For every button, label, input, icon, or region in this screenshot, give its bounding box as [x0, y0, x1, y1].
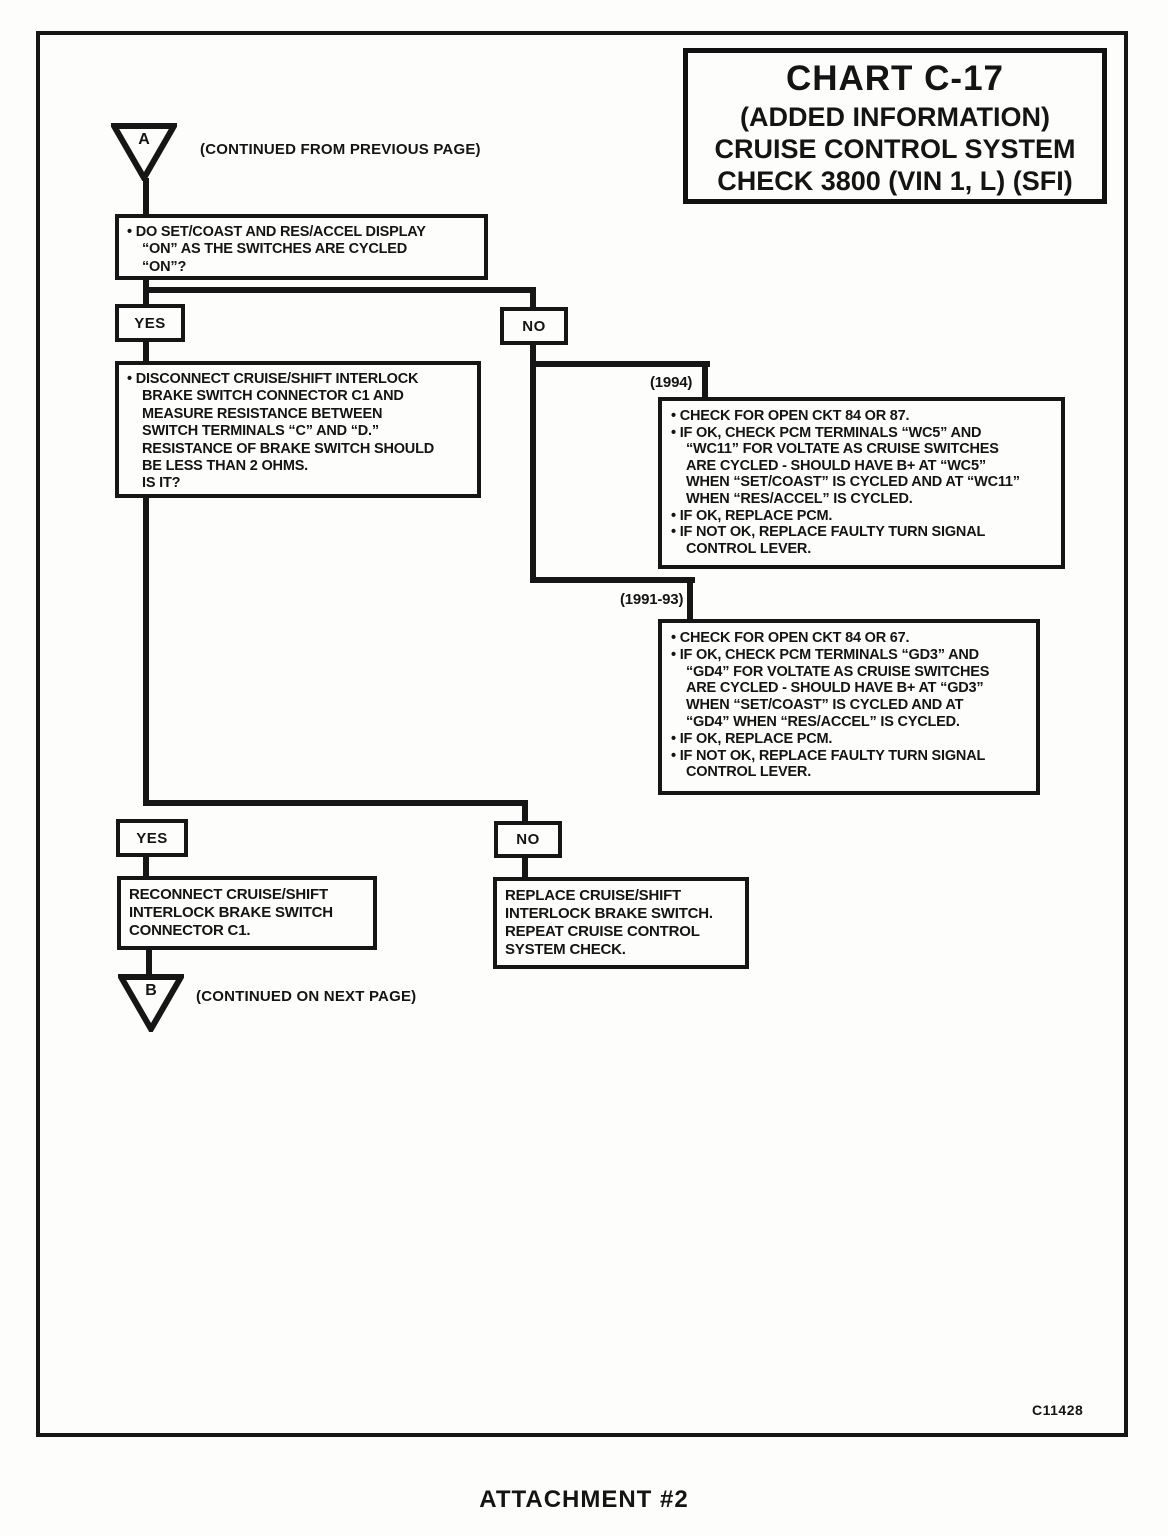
flow-line: [530, 361, 710, 367]
question-line: “ON”?: [142, 258, 187, 275]
action-box-reconnect: [117, 876, 377, 950]
action-line: MEASURE RESISTANCE BETWEEN: [142, 405, 383, 422]
action-box-disconnect-measure: [115, 361, 481, 498]
chart-title-line2: (ADDED INFORMATION): [740, 102, 1050, 132]
connector-b-caption: (CONTINUED ON NEXT PAGE): [196, 988, 417, 1005]
action-line: • IF OK, CHECK PCM TERMINALS “WC5” AND: [671, 424, 982, 441]
action-line: IS IT?: [142, 475, 181, 492]
connector-a-caption: (CONTINUED FROM PREVIOUS PAGE): [200, 141, 481, 158]
action-line: CONTROL LEVER.: [686, 540, 812, 557]
action-line: • CHECK FOR OPEN CKT 84 OR 67.: [671, 630, 910, 646]
action-box-replace: [493, 877, 749, 969]
figure-code: C11428: [1032, 1402, 1084, 1418]
action-line: BE LESS THAN 2 OHMS.: [142, 458, 308, 475]
action-line: SWITCH TERMINALS “C” AND “D.”: [142, 423, 379, 440]
action-line: INTERLOCK BRAKE SWITCH: [129, 904, 333, 921]
offpage-connector-a: [111, 123, 177, 186]
flow-line: [143, 857, 149, 876]
flow-line: [702, 361, 708, 397]
action-box-check-1991-93: [658, 619, 1040, 795]
flow-line: [143, 494, 149, 806]
flow-line: [143, 800, 528, 806]
flow-line: [687, 577, 693, 619]
flow-line: [530, 290, 536, 307]
flow-line: [530, 577, 695, 583]
connector-b-label: B: [145, 982, 157, 999]
action-line: ARE CYCLED - SHOULD HAVE B+ AT “GD3”: [686, 680, 984, 697]
question-line: • DO SET/COAST AND RES/ACCEL DISPLAY: [127, 224, 426, 240]
flow-line: [143, 342, 149, 361]
action-line: ARE CYCLED - SHOULD HAVE B+ AT “WC5”: [686, 457, 986, 474]
action-line: CONTROL LEVER.: [686, 764, 812, 781]
decision-no-1: NO: [500, 307, 568, 345]
flow-line: [530, 345, 536, 583]
year-label-1991-93: (1991-93): [620, 591, 684, 608]
action-line: WHEN “SET/COAST” IS CYCLED AND AT: [686, 697, 964, 714]
action-line: CONNECTOR C1.: [129, 922, 251, 939]
decision-yes-1: YES: [115, 304, 185, 342]
question-box-switch-display: [115, 214, 488, 280]
flow-line: [143, 287, 536, 293]
action-line: • DISCONNECT CRUISE/SHIFT INTERLOCK: [127, 371, 419, 387]
action-line: “GD4” FOR VOLTATE AS CRUISE SWITCHES: [686, 663, 990, 680]
action-box-check-1994: [658, 397, 1065, 569]
action-line: • IF NOT OK, REPLACE FAULTY TURN SIGNAL: [671, 524, 986, 541]
action-line: “WC11” FOR VOLTATE AS CRUISE SWITCHES: [686, 441, 999, 458]
chart-title-line4: CHECK 3800 (VIN 1, L) (SFI): [717, 166, 1073, 196]
flow-line: [522, 800, 528, 821]
action-line: RECONNECT CRUISE/SHIFT: [129, 886, 328, 903]
chart-title-line3: CRUISE CONTROL SYSTEM: [714, 134, 1076, 164]
attachment-label: ATTACHMENT #2: [479, 1486, 689, 1513]
action-line: • IF OK, REPLACE PCM.: [671, 730, 833, 747]
action-line: “GD4” WHEN “RES/ACCEL” IS CYCLED.: [686, 713, 960, 730]
action-line: INTERLOCK BRAKE SWITCH.: [505, 905, 713, 922]
flow-line: [143, 178, 149, 214]
action-line: • CHECK FOR OPEN CKT 84 OR 87.: [671, 408, 910, 424]
flow-line: [522, 858, 528, 877]
action-line: REPLACE CRUISE/SHIFT: [505, 887, 682, 904]
chart-title-line1: CHART C-17: [785, 59, 1005, 98]
action-line: REPEAT CRUISE CONTROL: [505, 923, 700, 940]
action-line: RESISTANCE OF BRAKE SWITCH SHOULD: [142, 440, 434, 457]
action-line: WHEN “SET/COAST” IS CYCLED AND AT “WC11”: [686, 474, 1020, 491]
decision-yes-2: YES: [116, 819, 188, 857]
decision-no-2: NO: [494, 821, 562, 858]
action-line: • IF OK, REPLACE PCM.: [671, 507, 833, 524]
offpage-connector-b: [118, 974, 184, 1037]
action-line: SYSTEM CHECK.: [505, 941, 626, 958]
action-line: WHEN “RES/ACCEL” IS CYCLED.: [686, 490, 913, 507]
action-line: • IF NOT OK, REPLACE FAULTY TURN SIGNAL: [671, 747, 986, 764]
question-line: “ON” AS THE SWITCHES ARE CYCLED: [142, 241, 408, 258]
action-line: • IF OK, CHECK PCM TERMINALS “GD3” AND: [671, 646, 979, 663]
year-label-1994: (1994): [650, 374, 693, 391]
chart-title-box: [683, 48, 1107, 204]
action-line: BRAKE SWITCH CONNECTOR C1 AND: [142, 388, 404, 405]
connector-a-label: A: [138, 131, 150, 148]
